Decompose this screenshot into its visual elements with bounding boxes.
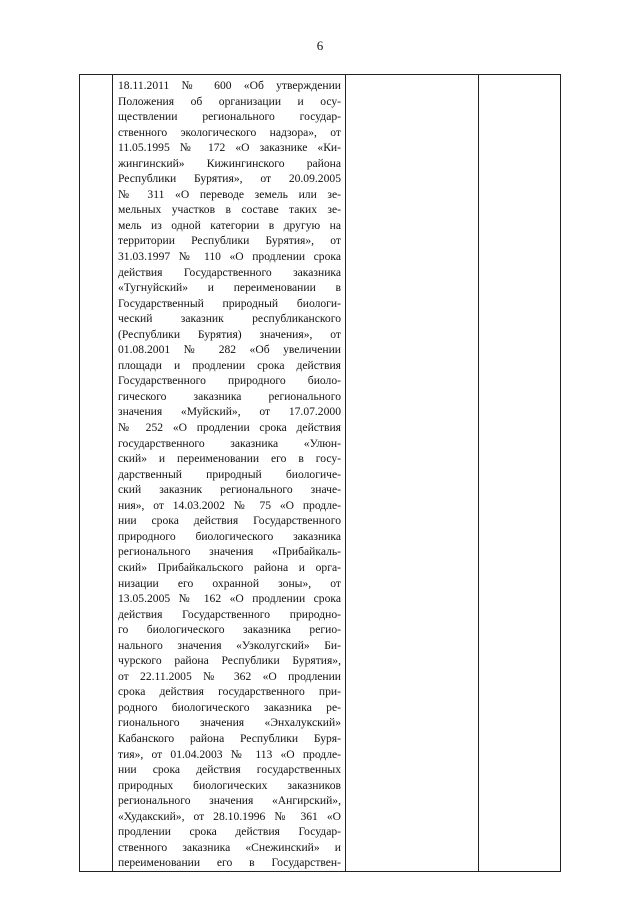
text-line: срока действия государственного при-: [118, 685, 341, 699]
text-line: «Худакский», от 28.10.1996 № 361 «О: [118, 809, 341, 823]
text-line: чурского района Республики Бурятия»,: [118, 654, 341, 668]
text-line: родного биологического заказника ре-: [118, 700, 341, 714]
text-line: природного биологического заказника: [118, 529, 341, 543]
text-line: территории Республики Бурятия», от: [118, 234, 341, 248]
text-line: низации его охранной зоны», от: [118, 576, 341, 590]
text-line: от 22.11.2005 № 362 «О продлении: [118, 669, 341, 683]
text-line: ский заказник регионального значе-: [118, 483, 341, 497]
text-line: 01.08.2001 № 282 «Об увеличении: [118, 343, 341, 357]
text-line: ществлении регионального государ-: [118, 110, 341, 124]
text-line: Положения об организации и осу-: [118, 94, 341, 108]
text-line: Республики Бурятия», от 20.09.2005: [118, 172, 341, 186]
text-line: Государственный природный биологи-: [118, 296, 341, 310]
legal-acts-text: [113, 75, 345, 871]
text-line: природных биологических заказников: [118, 778, 341, 792]
text-line: дарственный природный биологиче-: [118, 467, 341, 481]
page-number: 6: [316, 38, 324, 53]
text-line: мель из одной категории в другую на: [118, 218, 341, 232]
text-line: Государственного природного биоло-: [118, 374, 341, 388]
text-line: гического заказника регионального: [118, 389, 341, 403]
document-table: [79, 74, 561, 872]
text-line: ственного экологического надзора», от: [118, 125, 341, 139]
text-line: нии срока действия государственных: [118, 763, 341, 777]
table-row: [80, 75, 561, 872]
text-line: 18.11.2011 № 600 «Об утверждении: [118, 79, 341, 92]
text-line: ческий заказник республиканского: [118, 312, 341, 326]
text-line: ния», от 14.03.2002 № 75 «О продле-: [118, 498, 341, 512]
number-cell: [80, 75, 113, 872]
text-line: № 311 «О переводе земель или зе-: [118, 187, 341, 201]
text-line: ственного заказника «Снежинский» и: [118, 840, 341, 854]
text-line: (Республики Бурятия) значения», от: [118, 327, 341, 341]
text-line: площади и продлении срока действия: [118, 358, 341, 372]
text-line: 31.03.1997 № 110 «О продлении срока: [118, 250, 341, 264]
text-line: регионального значения «Прибайкаль-: [118, 545, 341, 559]
text-line: № 252 «О продлении срока действия: [118, 421, 341, 435]
text-line: ский» Прибайкальского района и орга-: [118, 560, 341, 574]
column-3-cell: [346, 75, 479, 872]
text-line: жингинский» Кижингинского района: [118, 156, 341, 170]
text-line: нального значения «Узколугский» Би-: [118, 638, 341, 652]
text-line: регионального значения «Ангирский»,: [118, 794, 341, 808]
text-line: нии срока действия Государственного: [118, 514, 341, 528]
legal-acts-cell: [113, 75, 346, 872]
text-line: переименовании его в Государствен-: [118, 856, 341, 870]
text-line: «Тугнуйский» и переименовании в: [118, 281, 341, 295]
text-line: 11.05.1995 № 172 «О заказнике «Ки-: [118, 141, 341, 155]
column-4-cell: [479, 75, 561, 872]
text-line: Кабанского района Республики Буря-: [118, 731, 341, 745]
text-line: го биологического заказника регио-: [118, 623, 341, 637]
text-line: действия Государственного природно-: [118, 607, 341, 621]
text-line: ский» и переименовании его в госу-: [118, 452, 341, 466]
text-line: продлении срока действия Государ-: [118, 825, 341, 839]
text-line: значения «Муйский», от 17.07.2000: [118, 405, 341, 419]
text-line: мельных участков в составе таких зе-: [118, 203, 341, 217]
text-line: 13.05.2005 № 162 «О продлении срока: [118, 592, 341, 606]
text-line: тия», от 01.04.2003 № 113 «О продле-: [118, 747, 341, 761]
text-line: гионального значения «Энхалукский»: [118, 716, 341, 730]
text-line: действия Государственного заказника: [118, 265, 341, 279]
text-line: государственного заказника «Улюн-: [118, 436, 341, 450]
